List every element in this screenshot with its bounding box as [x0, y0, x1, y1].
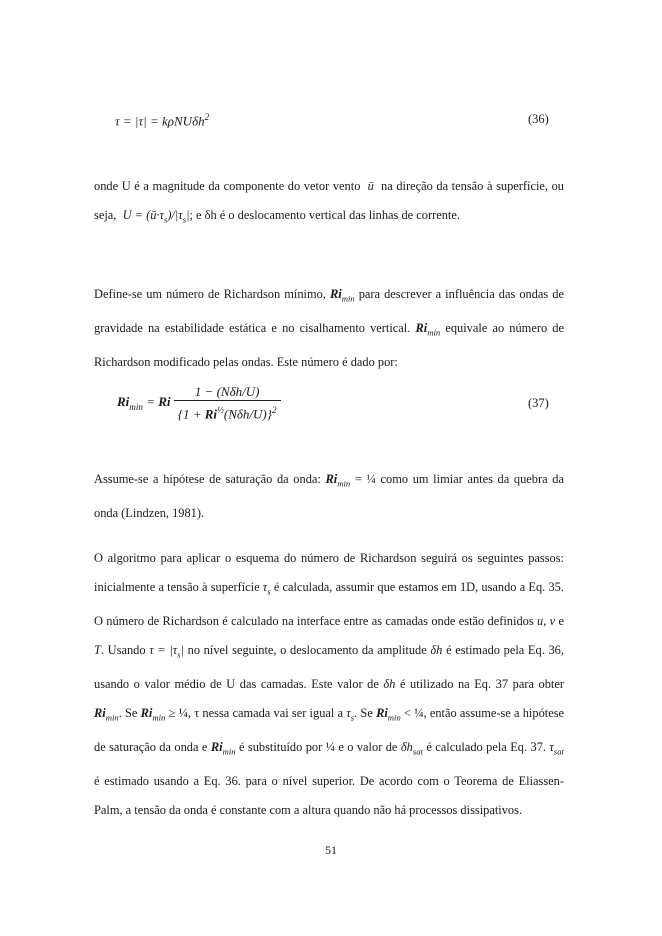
paragraph-4: [94, 544, 564, 826]
ri-min-symbol: $Ri_{min}$: [329, 287, 355, 304]
equation-37-fraction: $\frac{\text{1 − (Nδh/U)}}{\{1 + Ri^{\frac{1}{2}}(N\delta h/U)\}^2}$: [174, 383, 281, 423]
equation-36-number: (36): [528, 112, 549, 126]
u-magnitude-formula: $U = (ū\cdot\tau_s)/|\tau_s|$: [122, 208, 190, 225]
vector-u-symbol: ū: [367, 179, 374, 193]
equation-37-body: $Ri_{min} = Ri$ $\frac{\text{1 − (Nδh/U)}}{\{1 + Ri^{\frac{1}{2}}(N\delta h/U)\}^2}$: [117, 383, 281, 423]
paragraph-2-text: Define-se um número de Richardson mínimo, $Ri_{min}$ para descrever a influência das ondas de gravidade na estabilidade estática e no cisalhamento vertical. $Ri_{min}$ equivale ao número de Richardson modificado pelas ondas. Este número é dado por:: [94, 287, 565, 369]
paragraph-4-text: O algoritmo para aplicar o esquema do número de Richardson seguirá os seguintes passos: inicialmente a tensão à superfície $\tau_s$ é calculada, assumir que estamos em 1D, usando a Eq. 35. O número de Richardson é calculado na interface entre as camadas onde estão definidos u, v e T. Usando $\tau = |\tau_s|$ no nível seguinte, o deslocamento da amplitude δh é estimado pela Eq. 36, usando o valor médio de U das camadas. Este valor de δh é utilizado na Eq. 37 para obter $Ri_{min}$. Se $Ri_{min}$ ≥ ¼, τ nessa camada vai ser igual a $\tau_s$. Se $Ri_{min}$ < ¼, então assume-se a hipótese de saturação da onda e $Ri_{min}$ é substituído por ¼ e o valor de $\delta h_{sat}$ é calculado pela Eq. 37. $\tau_{sat}$ é estimado usando a Eq. 36. para o nível superior. De acordo com o Teorema de Eliassen-Palm, a tensão da onda é constante com a altura quando não há processos dissipativos.: [94, 551, 565, 818]
equation-36-body: τ = |τ| = kρNUδh$^2$: [115, 112, 210, 129]
page-number: 51: [325, 843, 337, 857]
paragraph-1: [94, 172, 564, 235]
equation-37-number: (37): [528, 396, 549, 410]
paragraph-3-text: Assume-se a hipótese de saturação da onda: $Ri_{min}$ = ¼ como um limiar antes da quebra da onda (Lindzen, 1981).: [94, 472, 564, 520]
ri-min-symbol-3: $Ri_{min}$: [325, 472, 351, 489]
paragraph-2: [94, 280, 564, 377]
paragraph-1-text: onde U é a magnitude da componente do vetor vento ū na direção da tensão à superfície, ou seja, $U = (ū\cdot\tau_s)/|\tau_s|$; e δh é o deslocamento vertical das linhas de corrente.: [94, 179, 565, 225]
ri-min-symbol-2: $Ri_{min}$: [415, 320, 441, 338]
paragraph-3: [94, 465, 564, 528]
